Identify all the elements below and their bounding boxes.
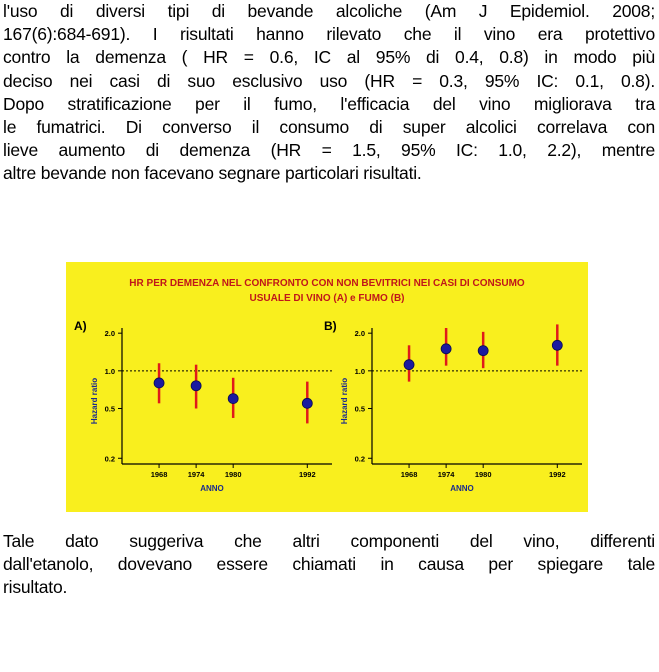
panel-label: A) [74, 319, 87, 333]
data-point [191, 381, 201, 391]
text-line: risultato. [3, 577, 68, 598]
text-line: lieve aumento di demenza (HR = 1.5, 95% IC: 1.0, 2.2), mentre [3, 140, 655, 161]
text-line: Tale dato suggeriva che altri componenti del vino, differenti [3, 531, 655, 551]
data-point [228, 394, 238, 404]
text-line: l'uso di diversi tipi di bevande alcoliche (Am J Epidemiol. 2008; [3, 1, 655, 21]
body-paragraph-top [3, 0, 655, 186]
y-tick-label: 0.2 [104, 454, 115, 464]
data-point [441, 344, 451, 354]
x-axis-title: ANNO [200, 484, 224, 493]
figure-title-line2: USUALE DI VINO (A) e FUMO (B) [249, 293, 405, 304]
text-line: 167(6):684-691). I risultati hanno rilevato che il vino era protettivo [3, 24, 655, 45]
body-paragraph-bottom [3, 530, 655, 600]
x-tick-label: 1968 [150, 470, 168, 479]
y-tick-label: 2.0 [354, 329, 365, 339]
x-tick-label: 1980 [474, 470, 492, 479]
text-line: le fumatrici. Di converso il consumo di super alcolici correlava con [3, 117, 655, 138]
text-line: dall'etanolo, dovevano essere chiamati in causa per spiegare tale [3, 554, 655, 575]
y-tick-label: 1.0 [354, 366, 365, 376]
x-axis-title: ANNO [450, 484, 474, 493]
data-point [404, 360, 414, 370]
text-line: contro la demenza ( HR = 0.6, IC al 95% di 0.4, 0.8) in modo più [3, 47, 655, 68]
text-line: Dopo stratificazione per il fumo, l'efficacia del vino migliorava tra [3, 93, 655, 114]
data-point [154, 378, 164, 388]
x-tick-label: 1992 [548, 470, 566, 479]
panel-label: B) [324, 319, 337, 333]
figure-canvas [66, 262, 588, 512]
figure-title-line1: HR PER DEMENZA NEL CONFRONTO CON NON BEVITRICI NEI CASI DI CONSUMO [129, 278, 525, 289]
y-tick-label: 2.0 [104, 329, 115, 339]
x-tick-label: 1980 [224, 470, 242, 479]
x-tick-label: 1992 [298, 470, 316, 479]
text-line: deciso nei casi di suo esclusivo uso (HR = 0.3, 95% IC: 0.1, 0.8). [3, 70, 655, 91]
y-tick-label: 1.0 [104, 366, 115, 376]
text-line: altre bevande non facevano segnare particolari risultati. [3, 163, 422, 184]
x-tick-label: 1974 [187, 470, 205, 479]
y-axis-title: Hazard ratio [90, 377, 99, 425]
y-axis-title: Hazard ratio [340, 377, 349, 425]
y-tick-label: 0.2 [354, 454, 365, 464]
data-point [302, 398, 312, 408]
data-point [478, 346, 488, 356]
x-tick-label: 1968 [400, 470, 418, 479]
figure-hr-dementia [66, 262, 588, 512]
x-tick-label: 1974 [437, 470, 455, 479]
y-tick-label: 0.5 [104, 404, 115, 414]
data-point [552, 340, 562, 350]
y-tick-label: 0.5 [354, 404, 365, 414]
